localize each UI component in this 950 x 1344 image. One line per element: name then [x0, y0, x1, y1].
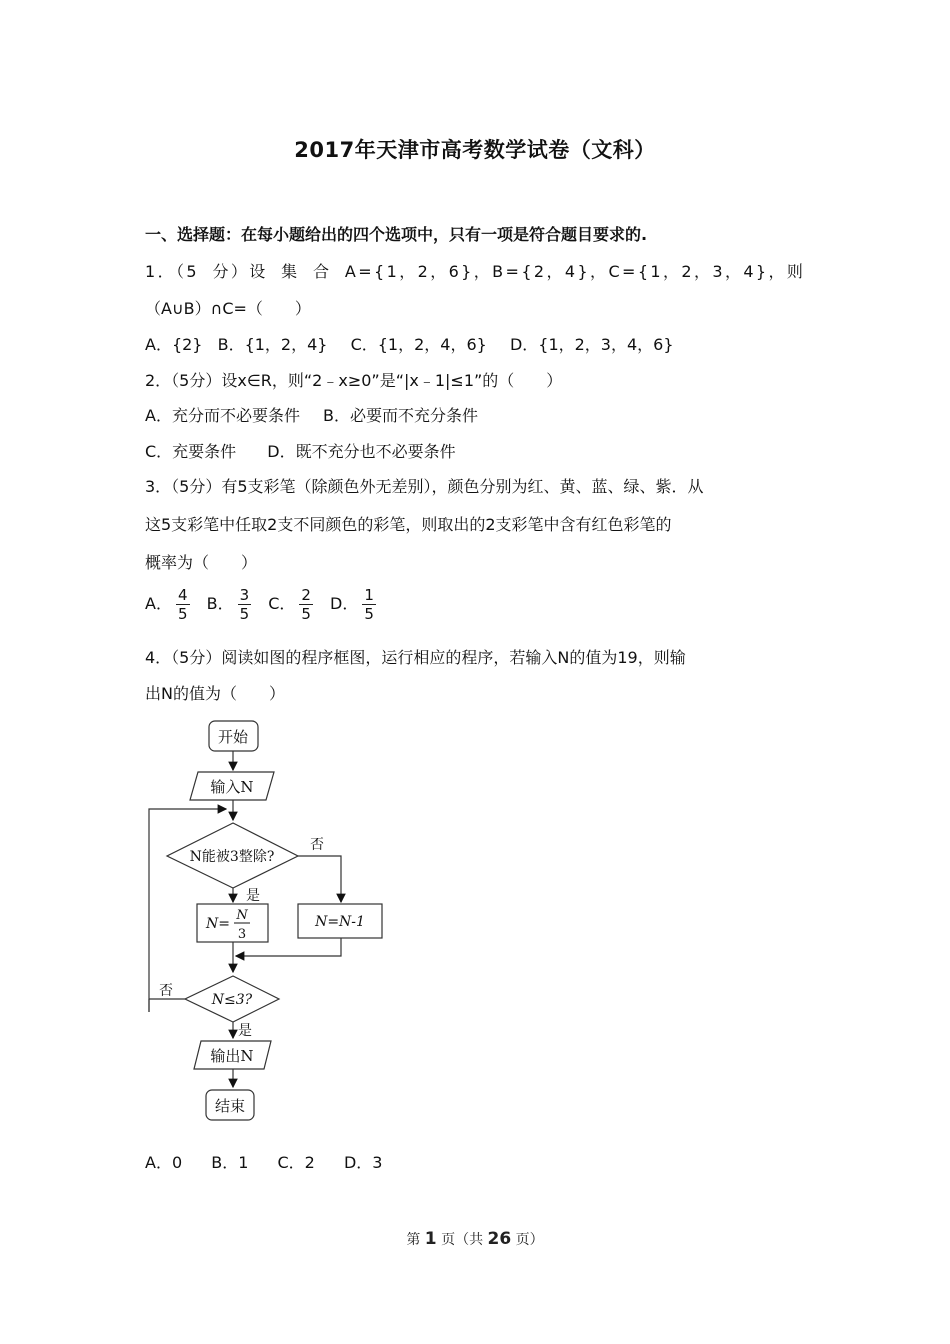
document-title: 2017年天津市高考数学试卷（文科） [294, 138, 656, 162]
section-heading: 一、选择题：在每小题给出的四个选项中，只有一项是符合题目要求的. [145, 225, 648, 244]
current-page: 1 [424, 1229, 437, 1249]
fraction: $\frac{3}{5}$ [239, 586, 250, 623]
option-c-label: C． [268, 594, 296, 613]
svg-text:N=: N= [206, 916, 230, 932]
decision-1-yes: 是 [246, 888, 260, 904]
fraction: $\frac{4}{5}$ [177, 586, 188, 623]
option-d: D．{1，2，3，4，6} [509, 335, 674, 354]
option-c: C．2 [277, 1153, 315, 1172]
end-label: 结束 [214, 1097, 246, 1115]
page-footer: 第 1 页（共 26 页） [406, 1229, 544, 1249]
question-1-options [145, 332, 692, 355]
decision-1-no: 否 [310, 837, 324, 853]
question-4-line-1: 4．（5分）阅读如图的程序框图，运行相应的程序，若输入N的值为19，则输 [145, 648, 686, 667]
svg-text:3: 3 [237, 927, 247, 942]
decision-2-no: 否 [159, 983, 173, 999]
question-1-line-1: 1．（5 分）设 集 合 A={1，2，6}，B={2，4}，C={1，2，3，4}，则 [145, 262, 806, 281]
decision-2-yes: 是 [238, 1023, 252, 1039]
question-3-line-2: 这5支彩笔中任取2支不同颜色的彩笔，则取出的2支彩笔中含有红色彩笔的 [145, 515, 672, 534]
question-3-options [145, 586, 388, 623]
question-2-line-1: 2．（5分）设x∈R，则“2﹣x≥0”是“|x﹣1|≤1”的（ ） [145, 371, 563, 390]
option-b-label: B． [206, 594, 234, 613]
fraction: $\frac{2}{5}$ [301, 586, 311, 623]
input-label: 输入N [210, 778, 254, 796]
option-a: A．0 [145, 1153, 183, 1172]
decision-1-label: N能被3整除? [189, 849, 275, 865]
question-4-line-2: 出N的值为（ ） [145, 684, 285, 703]
option-d: D．3 [343, 1153, 383, 1172]
option-c: C．{1，2，4，6} [350, 335, 487, 354]
option-b: B．1 [211, 1153, 249, 1172]
decision-2-label: N≤3? [211, 992, 253, 1008]
option-a-label: A． [145, 594, 172, 613]
program-flowchart [140, 712, 400, 1142]
process-no-label: N=N-1 [315, 914, 365, 930]
option-a: A．充分而不必要条件 [145, 406, 300, 425]
fraction: $\frac{1}{5}$ [364, 586, 374, 623]
question-1-line-2: （A∪B）∩C=（ ） [145, 299, 311, 318]
option-d: D．既不充分也不必要条件 [267, 442, 456, 461]
option-a: A．{2} [145, 335, 203, 354]
option-c: C．充要条件 [145, 442, 237, 461]
question-3-line-1: 3．（5分）有5支彩笔（除颜色外无差别），颜色分别为红、黄、蓝、绿、紫．从 [145, 477, 704, 496]
question-2-options-ab [145, 403, 496, 426]
output-label: 输出N [210, 1047, 254, 1065]
total-pages: 26 [487, 1229, 512, 1249]
question-2-options-cd [145, 439, 474, 462]
start-label: 开始 [217, 728, 249, 746]
option-d-label: D． [330, 594, 359, 613]
question-3-line-3: 概率为（ ） [145, 553, 258, 572]
svg-text:N: N [236, 908, 248, 923]
option-b: B．必要而不充分条件 [323, 406, 479, 425]
option-b: B．{1，2，4} [217, 335, 328, 354]
question-4-options [145, 1150, 400, 1173]
